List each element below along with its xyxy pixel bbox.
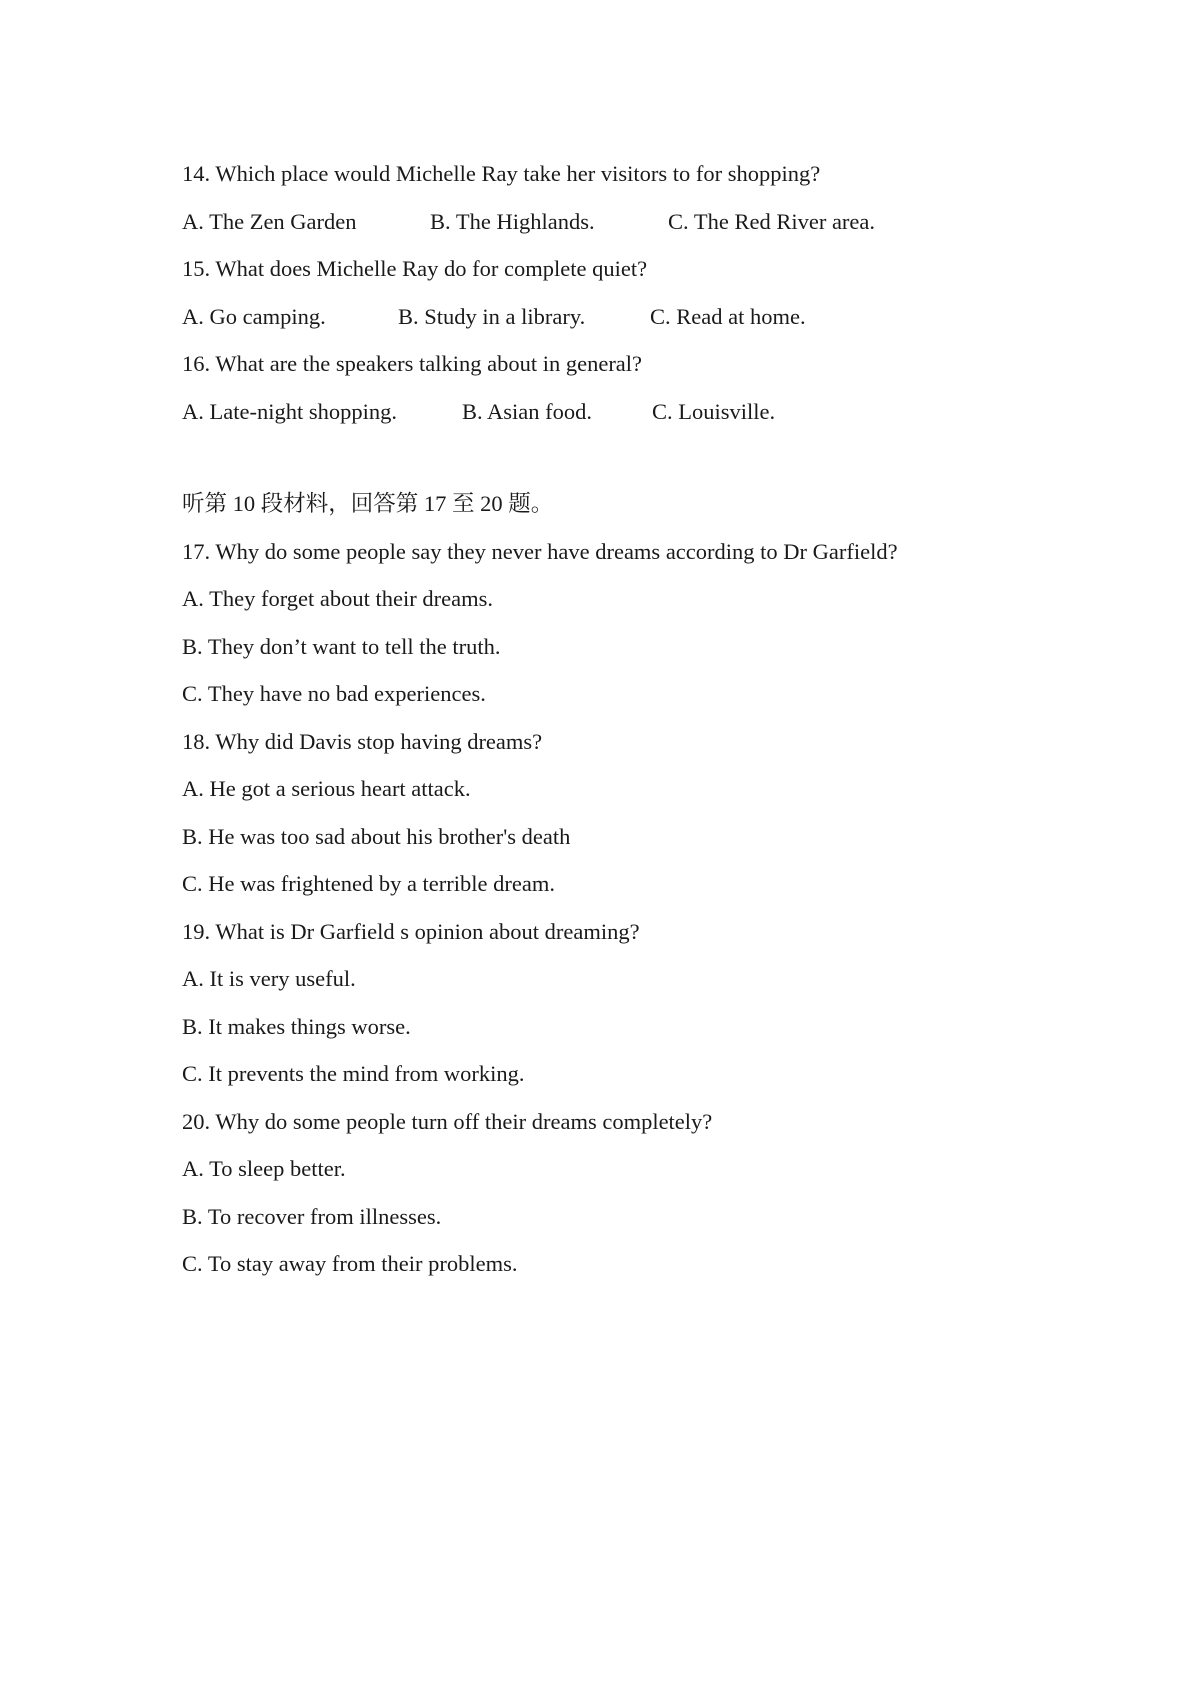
question-14-options <box>182 198 1142 246</box>
option-14-a: A. The Zen Garden <box>182 208 357 234</box>
option-18-a: A. He got a serious heart attack. <box>182 776 471 801</box>
option-19-b: B. It makes things worse. <box>182 1013 411 1039</box>
option-17-b: B. They don’t want to tell the truth. <box>182 633 501 659</box>
option-16-c: C. Louisville. <box>652 398 776 424</box>
option-19-c: C. It prevents the mind from working. <box>182 1061 525 1086</box>
option-15-a: A. Go camping. <box>182 303 326 329</box>
option-16-a: A. Late-night shopping. <box>182 398 397 424</box>
option-15-c: C. Read at home. <box>650 303 806 329</box>
option-20-a: A. To sleep better. <box>182 1156 346 1181</box>
question-15-options <box>182 293 1142 341</box>
question-14: 14. Which place would Michelle Ray take her visitors to for shopping? <box>182 161 821 186</box>
section-heading: 听第 10 段材料，回答第 17 至 20 题。 <box>182 491 554 516</box>
option-20-c: C. To stay away from their problems. <box>182 1251 518 1276</box>
option-16-b: B. Asian food. <box>462 398 593 424</box>
option-20-b: B. To recover from illnesses. <box>182 1203 442 1229</box>
option-17-c: C. They have no bad experiences. <box>182 681 486 706</box>
question-20: 20. Why do some people turn off their dreams completely? <box>182 1108 713 1134</box>
option-15-b: B. Study in a library. <box>398 303 586 329</box>
option-17-a: A. They forget about their dreams. <box>182 586 493 611</box>
question-18: 18. Why did Davis stop having dreams? <box>182 728 543 754</box>
option-19-a: A. It is very useful. <box>182 966 356 991</box>
section-gap <box>182 435 1142 480</box>
question-17: 17. Why do some people say they never have dreams according to Dr Garfield? <box>182 538 898 564</box>
option-14-c: C. The Red River area. <box>668 208 876 234</box>
question-15: 15. What does Michelle Ray do for complete quiet? <box>182 256 648 281</box>
option-18-c: C. He was frightened by a terrible dream. <box>182 871 555 896</box>
option-14-b: B. The Highlands. <box>430 208 595 234</box>
option-18-b: B. He was too sad about his brother's death <box>182 823 571 849</box>
question-19: 19. What is Dr Garfield s opinion about dreaming? <box>182 918 640 944</box>
question-16: 16. What are the speakers talking about in general? <box>182 351 643 376</box>
question-16-options <box>182 388 1142 436</box>
exam-page <box>182 150 1142 1288</box>
